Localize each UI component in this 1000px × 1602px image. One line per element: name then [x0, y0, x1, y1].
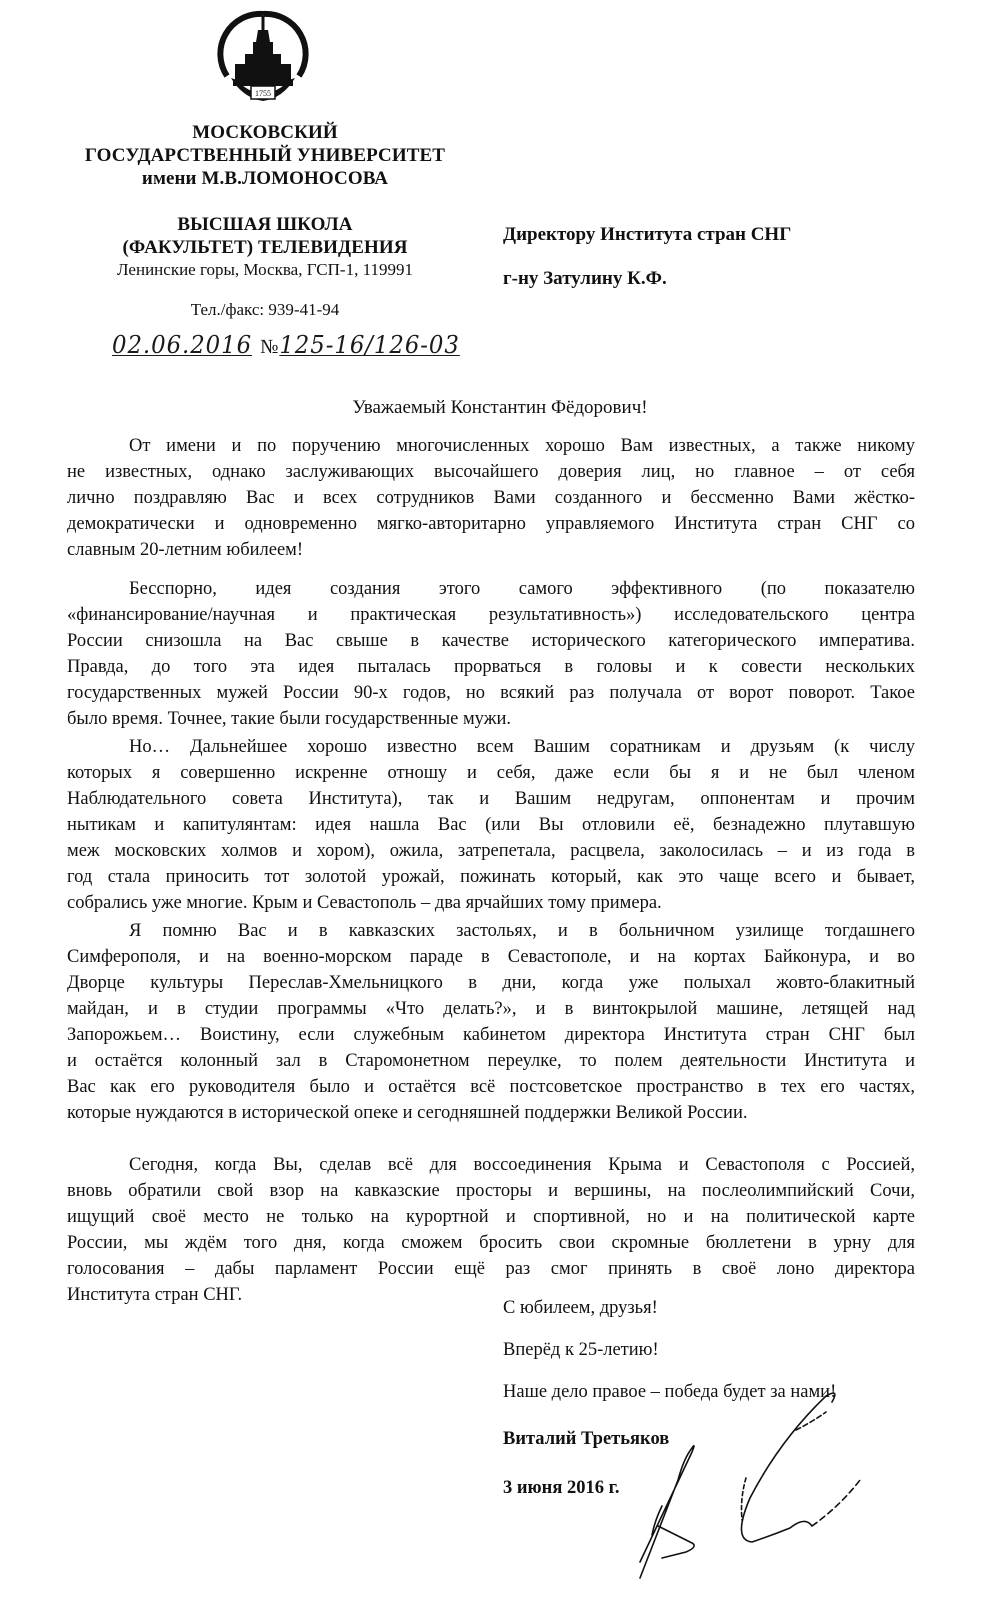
reference-date: 02.06.2016 — [112, 331, 253, 359]
paragraph-line: ищущий своё место не только на курортной и спортивной, но и на политической карте — [67, 1207, 915, 1227]
signatory-name: Виталий Третьяков — [503, 1429, 670, 1449]
paragraph-line: и остаётся колонный зал в Старомонетном переулке, то полем деятельности Института и — [67, 1051, 915, 1071]
paragraph-line: Сегодня, когда Вы, сделав всё для воссоединения Крыма и Севастополя с Россией, — [129, 1155, 915, 1175]
salutation: Уважаемый Константин Фёдорович! — [352, 397, 648, 418]
paragraph-line: Наблюдательного совета Института), так и Вашим недругам, оппонентам и прочим — [67, 789, 915, 809]
body-paragraph — [67, 1152, 915, 1308]
paragraph-line: не известных, однако заслуживающих высочайшего доверия лиц, но главное – от себя — [67, 462, 915, 482]
reference-number: 125-16/126-03 — [279, 331, 460, 359]
faculty-name-line: ВЫСШАЯ ШКОЛА — [177, 214, 353, 235]
university-name — [60, 121, 470, 190]
signature-date: 3 июня 2016 г. — [503, 1478, 620, 1498]
paragraph-line: Правда, до того эта идея пыталась прорваться в головы и к совести нескольких — [67, 657, 915, 677]
paragraph-line: которые нуждаются в исторической опеке и сегодняшней поддержки Великой России. — [67, 1103, 748, 1123]
paragraph-line: вновь обратили свой взор на кавказские просторы и вершины, на послеолимпийский Сочи, — [67, 1181, 915, 1201]
paragraph-line: России, мы ждём того дня, когда сможем бросить свои скромные бюллетени в урну для — [67, 1233, 915, 1253]
university-emblem-logo — [213, 6, 313, 106]
paragraph-line: От имени и по поручению многочисленных хорошо Вам известных, а также никому — [129, 436, 915, 456]
paragraph-line: меж московских холмов и хором), ожила, затрепетала, расцвела, заколосилась – и из года в — [67, 841, 915, 861]
paragraph-line: Я помню Вас и в кавказских застольях, и в больничном узилище тогдашнего — [129, 921, 915, 941]
paragraph-line: славным 20-летним юбилеем! — [67, 540, 304, 560]
outgoing-reference — [112, 330, 460, 362]
paragraph-line: Симферополя, и на военно-морском параде в Севастополе, и на кортах Байконура, и во — [67, 947, 915, 967]
paragraph-line: Дворце культуры Переслав-Хмельницкого в дни, когда уже полыхал жовто-блакитный — [67, 973, 915, 993]
letterhead-address: Ленинские горы, Москва, ГСП-1, 119991 — [117, 260, 413, 279]
closing-line: С юбилеем, друзья! — [503, 1298, 658, 1318]
paragraph-line: которых я совершенно искренне отношу и себя, даже если бы я и не был членом — [67, 763, 915, 783]
paragraph-line: собрались уже многие. Крым и Севастополь – два ярчайших тому примера. — [67, 893, 662, 913]
body-paragraph — [67, 734, 915, 916]
body-paragraph — [67, 918, 915, 1126]
handwritten-signature — [600, 1330, 900, 1590]
paragraph-line: демократически и одновременно мягко-авторитарно управляемого Института стран СНГ со — [67, 514, 915, 534]
paragraph-line: было время. Точнее, такие были государственные мужи. — [67, 709, 511, 729]
paragraph-line: Института стран СНГ. — [67, 1285, 243, 1305]
paragraph-line: Вас как его руководителя было и остаётся всё постсоветское пространство в тех его частях, — [67, 1077, 915, 1097]
paragraph-line: год стала приносить тот золотой урожай, пожинать который, как это чаще всего и бывает, — [67, 867, 915, 887]
university-name-line: ГОСУДАРСТВЕННЫЙ УНИВЕРСИТЕТ — [84, 145, 446, 166]
paragraph-line: «финансирование/научная и практическая результативность») исследовательского центра — [67, 605, 915, 625]
university-name-line: МОСКОВСКИЙ — [192, 122, 338, 143]
paragraph-line: Запорожьем… Воистину, если служебным кабинетом директора Института стран СНГ был — [67, 1025, 915, 1045]
letterhead-phone: Тел./факс: 939-41-94 — [190, 300, 340, 319]
body-paragraph — [67, 433, 915, 563]
paragraph-line: Бесспорно, идея создания этого самого эффективного (по показателю — [129, 579, 915, 599]
faculty-name — [60, 213, 470, 259]
paragraph-line: голосования – дабы парламент России ещё раз смог принять в своё лоно директора — [67, 1259, 915, 1279]
recipient-name: г-ну Затулину К.Ф. — [503, 268, 667, 289]
paragraph-line: государственных мужей России 90-х годов, но всякий раз получала от ворот поворот. Такое — [67, 683, 915, 703]
paragraph-line: майдан, и в студии программы «Что делать?», и в винтокрылой машине, летящей над — [67, 999, 915, 1019]
paragraph-line: нытикам и капитулянтам: идея нашла Вас (или Вы отловили её, безнадежно плутавшую — [67, 815, 915, 835]
body-paragraph — [67, 576, 915, 732]
paragraph-line: лично поздравляю Вас и всех сотрудников Вами созданного и бессменно Вами жёстко- — [67, 488, 915, 508]
closing-line: Наше дело правое – победа будет за нами! — [503, 1382, 837, 1402]
paragraph-line: Но… Дальнейшее хорошо известно всем Вашим соратникам и друзьям (к числу — [129, 737, 915, 757]
building-icon — [233, 16, 293, 86]
reference-number-label: № — [260, 336, 279, 358]
closing-line: Вперёд к 25-летию! — [503, 1340, 659, 1360]
emblem-year: 1755 — [255, 89, 271, 98]
faculty-name-line: (ФАКУЛЬТЕТ) ТЕЛЕВИДЕНИЯ — [122, 237, 408, 258]
university-name-line: имени М.В.ЛОМОНОСОВА — [141, 168, 389, 189]
paragraph-line: России снизошла на Вас свыше в качестве исторического категорического императива. — [67, 631, 915, 651]
recipient-title: Директору Института стран СНГ — [503, 224, 792, 245]
